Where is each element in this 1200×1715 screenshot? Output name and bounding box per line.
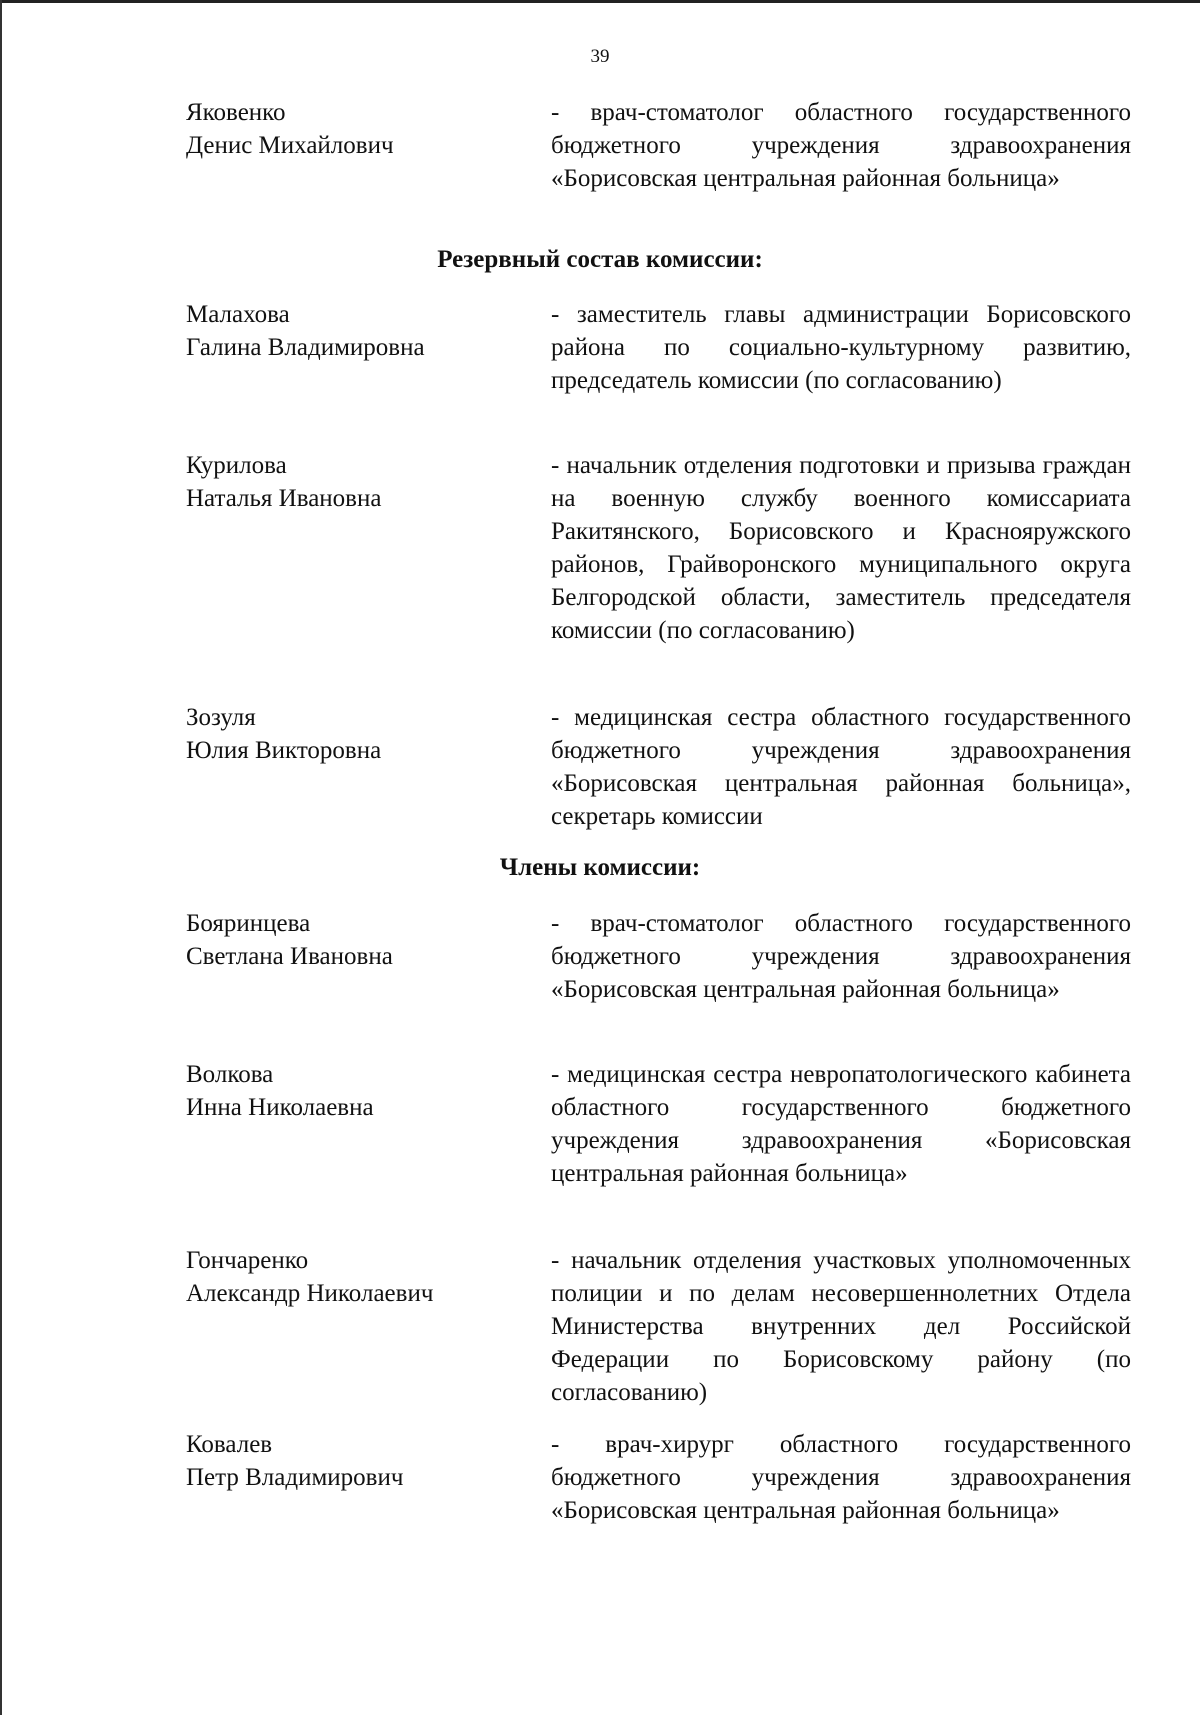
- member-surname: Волкова: [186, 1061, 274, 1088]
- member-surname: Курилова: [186, 452, 287, 479]
- member-position: - начальник отделения подготовки и призыва граждан на военную службу военного комиссариата Ракитянского, Борисовского и Краснояружского районов, Грайворонского муниципального округа Белгородской области, заместитель председателя комиссии (по согласованию): [551, 452, 1131, 644]
- member-given-name: Юлия Викторовна: [186, 737, 382, 764]
- member-surname: Зозуля: [186, 704, 256, 731]
- member-name: [186, 1428, 526, 1494]
- member-given-name: Инна Николаевна: [186, 1094, 374, 1121]
- member-name: [186, 96, 526, 162]
- member-name: [186, 1244, 526, 1310]
- member-name: [186, 1058, 526, 1124]
- members-heading: Члены комиссии:: [499, 854, 701, 881]
- page-number: 39: [590, 46, 610, 67]
- member-position: - врач-хирург областного государственного бюджетного учреждения здравоохранения «Борисовская центральная районная больница»: [551, 1431, 1131, 1524]
- member-position: - заместитель главы администрации Борисовского района по социально-культурному развитию, председатель комиссии (по согласованию): [551, 301, 1131, 394]
- scan-edge-top: [0, 0, 1200, 3]
- member-surname: Яковенко: [186, 99, 286, 126]
- member-position: - врач-стоматолог областного государственного бюджетного учреждения здравоохранения «Борисовская центральная районная больница»: [551, 99, 1131, 192]
- member-given-name: Наталья Ивановна: [186, 485, 382, 512]
- member-given-name: Петр Владимирович: [186, 1464, 404, 1491]
- member-name: [186, 298, 526, 364]
- member-position: - врач-стоматолог областного государственного бюджетного учреждения здравоохранения «Борисовская центральная районная больница»: [551, 910, 1131, 1003]
- member-surname: Гончаренко: [186, 1247, 309, 1274]
- member-surname: Малахова: [186, 301, 290, 328]
- member-surname: Ковалев: [186, 1431, 273, 1458]
- member-position: - медицинская сестра областного государственного бюджетного учреждения здравоохранения «Борисовская центральная районная больница», секретарь комиссии: [551, 704, 1131, 830]
- member-given-name: Светлана Ивановна: [186, 943, 393, 970]
- member-position: - начальник отделения участковых уполномоченных полиции и по делам несовершеннолетних Отдела Министерства внутренних дел Российской Федерации по Борисовскому району (по согласованию): [551, 1247, 1131, 1406]
- member-given-name: Денис Михайлович: [186, 132, 394, 159]
- member-position: - медицинская сестра невропатологического кабинета областного государственного бюджетного учреждения здравоохранения «Борисовская центральная районная больница»: [551, 1061, 1131, 1187]
- member-name: [186, 907, 526, 973]
- reserve-heading: Резервный состав комиссии:: [437, 246, 763, 273]
- member-name: [186, 701, 526, 767]
- member-given-name: Галина Владимировна: [186, 334, 425, 361]
- member-surname: Бояринцева: [186, 910, 311, 937]
- member-name: [186, 449, 526, 515]
- member-given-name: Александр Николаевич: [186, 1280, 434, 1307]
